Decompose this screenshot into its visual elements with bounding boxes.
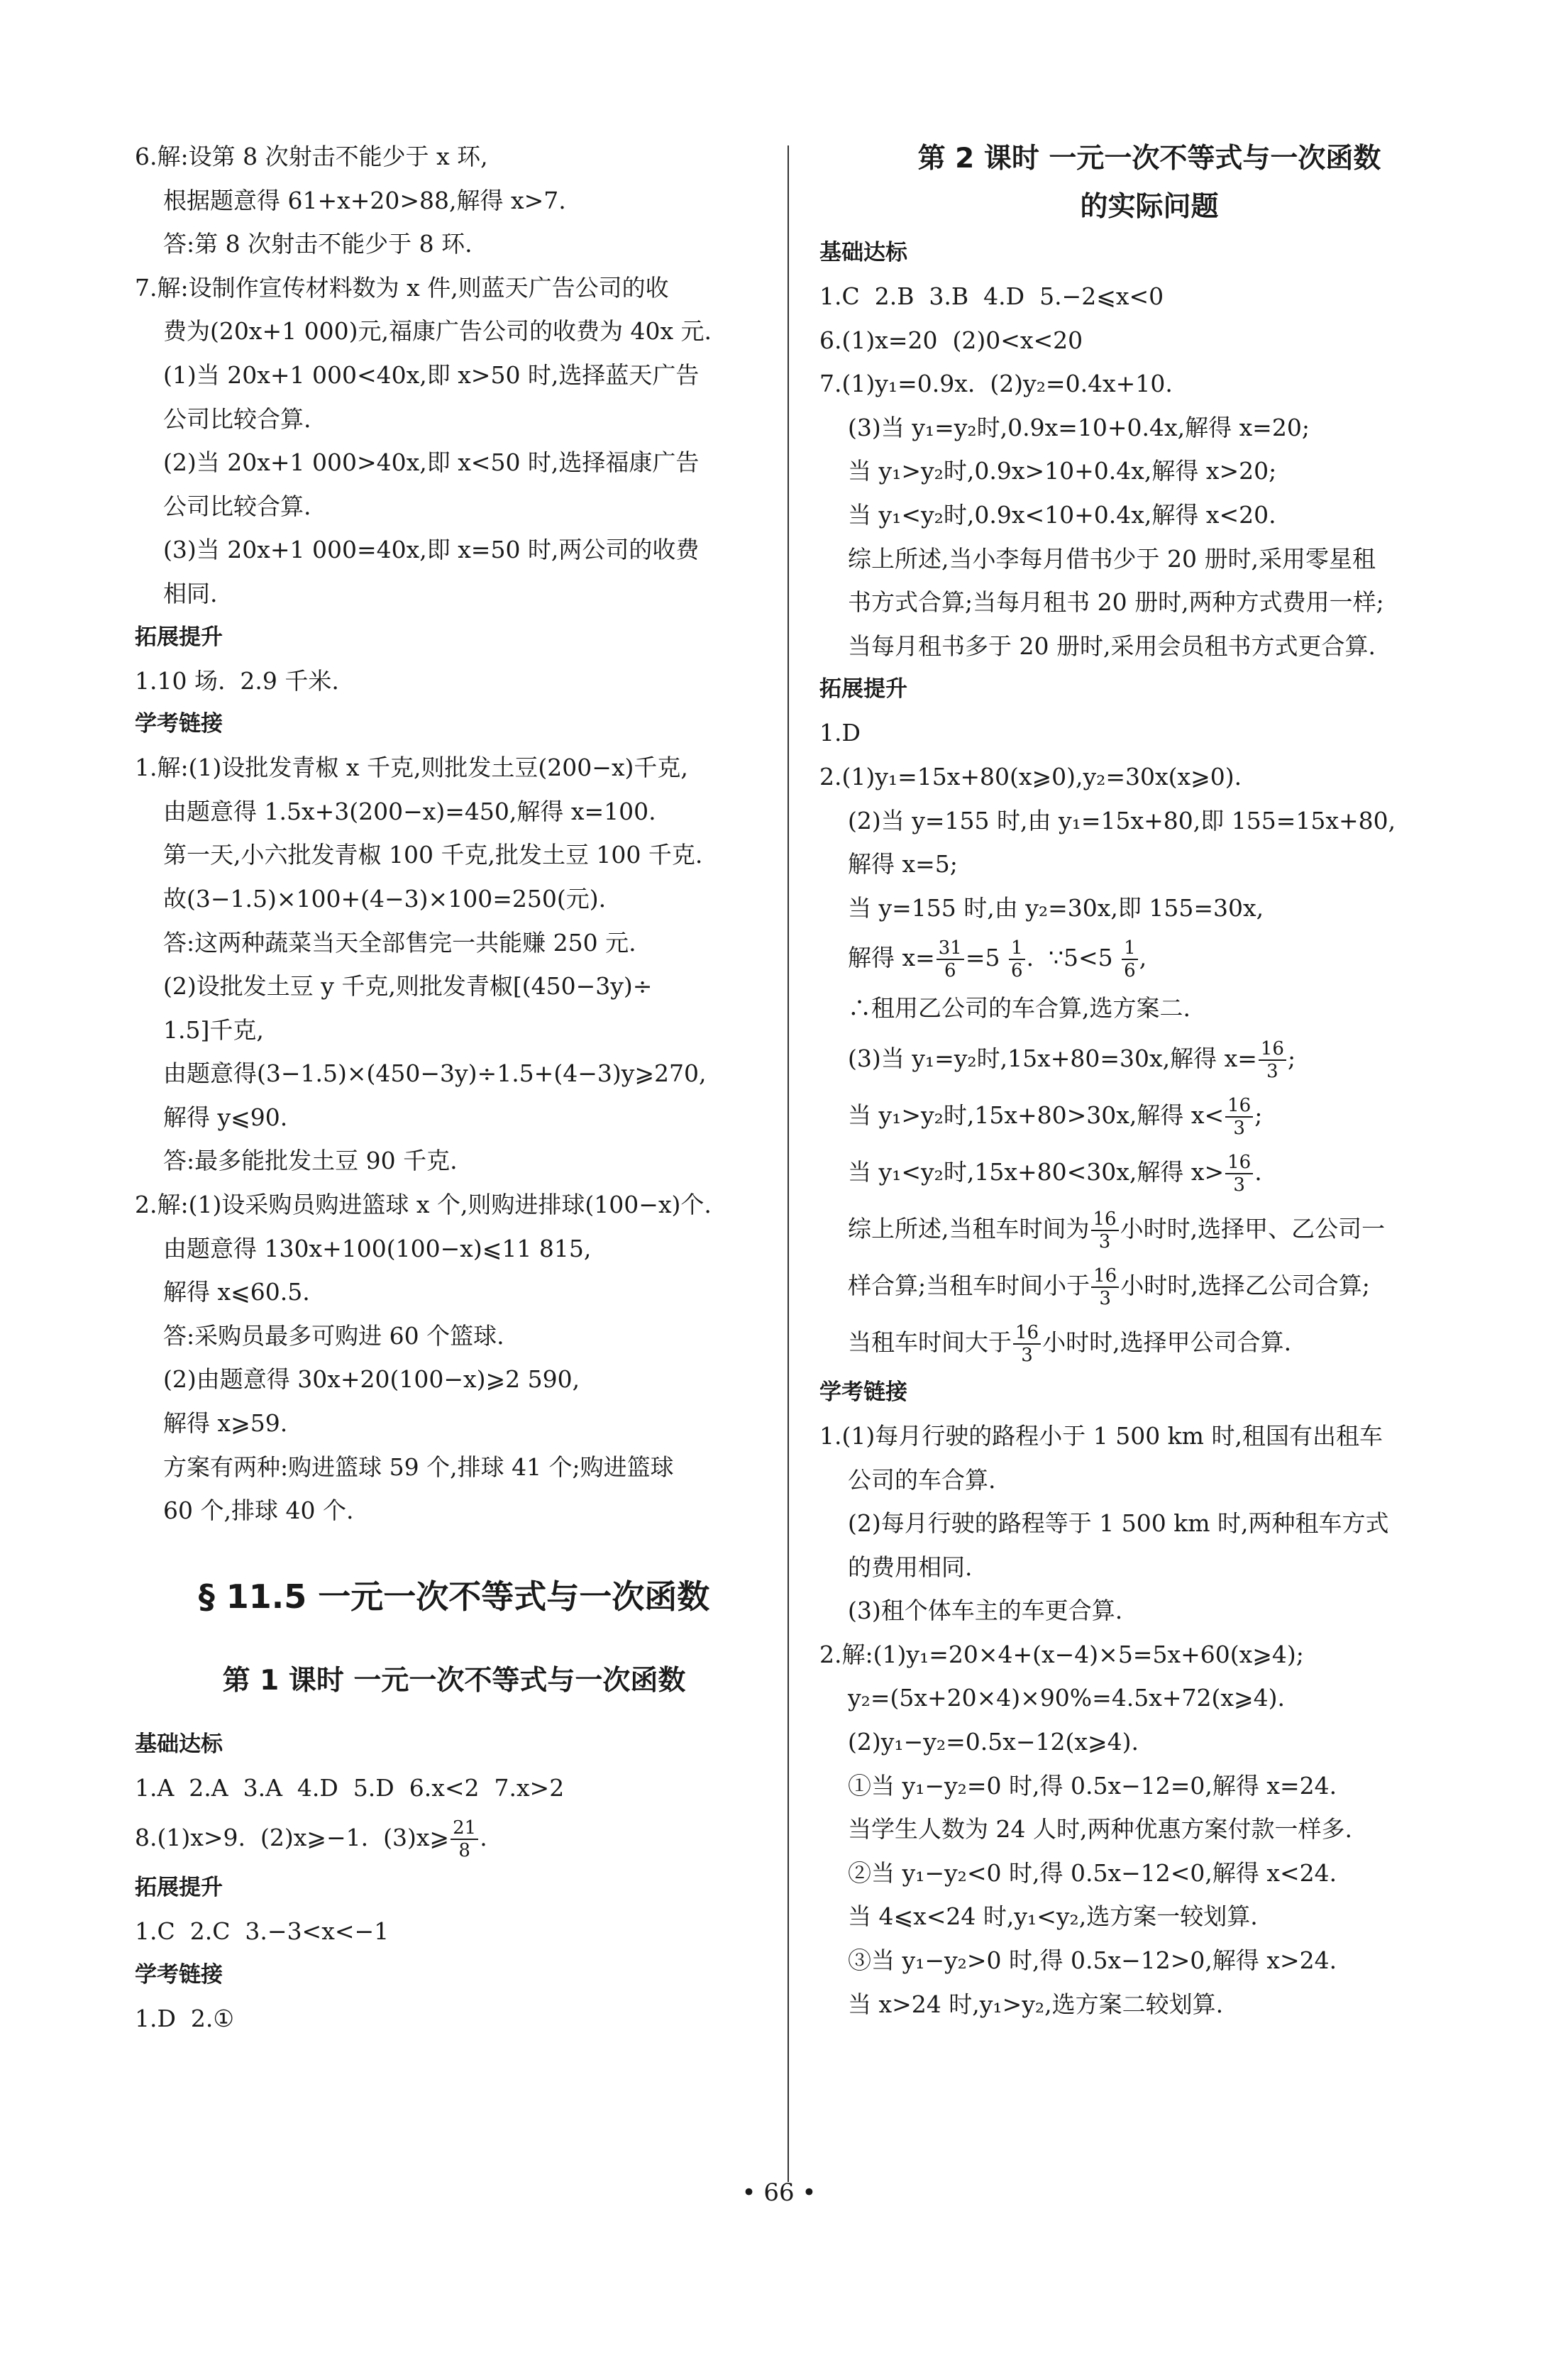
text-line: (2)设批发土豆 y 千克,则批发青椒[(450−3y)÷ — [163, 972, 653, 1001]
text-line: 1.D 2.① — [135, 2005, 234, 2032]
heading-xuekao: 学考链接 — [135, 1962, 223, 1988]
heading-tuozhan: 拓展提升 — [135, 624, 223, 650]
fraction — [1259, 1038, 1286, 1082]
text-line: 当学生人数为 24 人时,两种优惠方案付款一样多. — [848, 1815, 1352, 1844]
text-line: 答:采购员最多可购进 60 个篮球. — [163, 1321, 504, 1350]
text-line: 6.解:设第 8 次射击不能少于 x 环, — [135, 143, 488, 170]
numerator: 21 — [451, 1817, 478, 1840]
denominator: 3 — [1233, 1117, 1245, 1139]
denominator: 6 — [944, 960, 956, 982]
text-line: y₂=(5x+20×4)×90%=4.5x+72(x⩾4). — [848, 1684, 1286, 1712]
text-line: 1.C 2.B 3.B 4.D 5.−2⩽x<0 — [819, 282, 1164, 310]
denominator: 3 — [1098, 1230, 1111, 1252]
fraction — [1013, 1322, 1041, 1366]
text-line: 根据题意得 61+x+20>88,解得 x>7. — [163, 186, 566, 214]
heading-tuozhan: 拓展提升 — [819, 676, 907, 703]
text-line-with-fraction — [819, 1030, 1479, 1087]
text-line: ①当 y₁−y₂=0 时,得 0.5x−12=0,解得 x=24. — [848, 1771, 1337, 1800]
text-line: 当 4⩽x<24 时,y₁<y₂,选方案一较划算. — [848, 1902, 1258, 1931]
numerator: 31 — [937, 937, 964, 960]
fraction — [1122, 937, 1138, 981]
text-line: ∴租用乙公司的车合算,选方案二. — [848, 994, 1190, 1023]
denominator: 3 — [1233, 1174, 1245, 1196]
text-line: 答:这两种蔬菜当天全部售完一共能赚 250 元. — [163, 928, 636, 957]
text-line: 综上所述,当小李每月借书少于 20 册时,采用零星租 — [848, 544, 1376, 573]
text-line: (2)当 20x+1 000>40x,即 x<50 时,选择福康广告 — [163, 448, 700, 477]
text-line: 解得 x⩽60.5. — [163, 1278, 310, 1306]
text-line: 公司比较合算. — [163, 404, 311, 433]
text-line-with-fraction — [819, 1257, 1479, 1314]
denominator: 6 — [1011, 960, 1023, 982]
heading-xuekao: 学考链接 — [819, 1379, 907, 1405]
text-span: 小时时,选择乙公司合算; — [1120, 1271, 1370, 1299]
text-line: 的费用相同. — [848, 1553, 973, 1581]
text-line: 当 x>24 时,y₁>y₂,选方案二较划算. — [848, 1990, 1224, 2018]
text-line-with-fraction — [819, 1144, 1479, 1201]
lesson-2-title-line-1: 第 2 课时 一元一次不等式与一次函数 — [917, 143, 1381, 175]
text-line-with-fraction — [819, 1087, 1479, 1144]
text-line: 1.(1)每月行驶的路程小于 1 500 km 时,租国有出租车 — [819, 1421, 1383, 1450]
text-line-with-fraction — [819, 930, 1479, 986]
heading-tuozhan: 拓展提升 — [135, 1875, 223, 1901]
text-line: (2)当 y=155 时,由 y₁=15x+80,即 155=15x+80, — [848, 806, 1396, 834]
lesson-2-title-line-2: 的实际问题 — [1080, 191, 1219, 223]
denominator: 8 — [458, 1840, 470, 1862]
xuekao-answer-2 — [135, 1183, 773, 1533]
denominator: 3 — [1021, 1344, 1033, 1366]
spacer — [135, 1533, 773, 1554]
fraction — [1225, 1152, 1253, 1196]
text-line: 2.解:(1)y₁=20×4+(x−4)×5=5x+60(x⩾4); — [819, 1640, 1304, 1668]
text-line: 2.(1)y₁=15x+80(x⩾0),y₂=30x(x⩾0). — [819, 762, 1242, 790]
text-line: 由题意得(3−1.5)×(450−3y)÷1.5+(4−3)y⩾270, — [163, 1059, 707, 1088]
heading-xuekao: 学考链接 — [135, 711, 223, 737]
denominator: 3 — [1099, 1287, 1111, 1309]
numerator: 1 — [1009, 937, 1025, 960]
text-line: (2)由题意得 30x+20(100−x)⩾2 590, — [163, 1365, 580, 1394]
numerator: 16 — [1225, 1095, 1253, 1118]
text-span: 当租车时间大于 — [848, 1328, 1012, 1356]
heading-jichu: 基础达标 — [819, 240, 907, 265]
text-line: (1)当 20x+1 000<40x,即 x>50 时,选择蓝天广告 — [163, 360, 700, 389]
text-line-with-fraction — [819, 1201, 1479, 1257]
text-line: 答:最多能批发土豆 90 千克. — [163, 1147, 458, 1175]
text-line: 7.(1)y₁=0.9x. (2)y₂=0.4x+10. — [819, 370, 1173, 398]
text-line: ③当 y₁−y₂>0 时,得 0.5x−12>0,解得 x>24. — [848, 1946, 1337, 1975]
text-line: 1.A 2.A 3.A 4.D 5.D 6.x<2 7.x>2 — [135, 1773, 565, 1802]
right-column — [819, 135, 1479, 2026]
text-line: 故(3−1.5)×100+(4−3)×100=250(元). — [163, 884, 607, 913]
text-line: 书方式合算;当每月租书 20 册时,两种方式费用一样; — [848, 588, 1384, 617]
page-number: • 66 • — [741, 2178, 817, 2207]
text-line: 1.5]千克, — [163, 1015, 264, 1044]
text-line: 由题意得 1.5x+3(200−x)=450,解得 x=100. — [163, 797, 656, 825]
tuozhan-answer-2 — [819, 755, 1479, 1371]
text-span: 综上所述,当租车时间为 — [848, 1214, 1090, 1243]
fraction — [1091, 1208, 1119, 1252]
text-line: 解得 y⩽90. — [163, 1103, 288, 1131]
text-line: 1.10 场. 2.9 千米. — [135, 666, 339, 695]
text-line: 答:第 8 次射击不能少于 8 环. — [163, 230, 473, 258]
text-line: 解得 x=5; — [848, 850, 958, 878]
denominator: 3 — [1266, 1060, 1278, 1082]
text-line: 公司比较合算. — [163, 492, 311, 520]
text-line: 相同. — [163, 579, 218, 607]
heading-jichu: 基础达标 — [135, 1731, 223, 1757]
text-span: , — [1139, 944, 1147, 972]
denominator: 6 — [1124, 960, 1136, 982]
text-line-with-fraction: 8.(1)x>9. (2)x⩾−1. (3)x⩾ $\frac{21}{8}$ . — [135, 1817, 487, 1862]
fraction — [1009, 937, 1025, 981]
text-span: 当 y₁<y₂时,15x+80<30x,解得 x> — [848, 1157, 1225, 1186]
text-span: . — [1254, 1157, 1262, 1186]
text-line: 7.解:设制作宣传材料数为 x 件,则蓝天广告公司的收 — [135, 273, 669, 302]
text-line: (2)y₁−y₂=0.5x−12(x⩾4). — [848, 1728, 1139, 1756]
answer-7 — [135, 266, 773, 616]
numerator: 16 — [1225, 1152, 1253, 1174]
text-span: 样合算;当租车时间小于 — [848, 1271, 1090, 1299]
numerator: 16 — [1091, 1265, 1119, 1288]
text-line: 当 y₁>y₂时,0.9x>10+0.4x,解得 x>20; — [848, 457, 1277, 485]
section-title: § 11.5 一元一次不等式与一次函数 — [198, 1577, 710, 1616]
xuekao-answer-1 — [135, 746, 773, 1183]
text-span: . ∵5<5 — [1026, 944, 1113, 972]
text-line: 当 y=155 时,由 y₂=30x,即 155=30x, — [848, 893, 1264, 922]
numerator: 16 — [1091, 1208, 1119, 1231]
fraction — [1225, 1095, 1253, 1139]
text-span: ; — [1287, 1044, 1296, 1072]
text-line: (2)每月行驶的路程等于 1 500 km 时,两种租车方式 — [848, 1509, 1389, 1538]
text-span: 解得 x= — [848, 944, 935, 972]
text-line: 方案有两种:购进篮球 59 个,排球 41 个;购进篮球 — [163, 1453, 674, 1481]
numerator: 16 — [1259, 1038, 1286, 1061]
xuekao-answer-2 — [819, 1633, 1479, 2026]
text-line: (3)当 y₁=y₂时,0.9x=10+0.4x,解得 x=20; — [848, 413, 1310, 441]
text-line: 公司的车合算. — [848, 1465, 996, 1494]
text-line: 第一天,小六批发青椒 100 千克,批发土豆 100 千克. — [163, 841, 703, 869]
text-span: ; — [1254, 1101, 1263, 1129]
fraction — [937, 937, 964, 981]
text-span: 小时时,选择甲、乙公司一 — [1120, 1214, 1386, 1243]
text-line: (3)当 20x+1 000=40x,即 x=50 时,两公司的收费 — [163, 536, 700, 564]
text-line: (3)租个体车主的车更合算. — [848, 1597, 1123, 1625]
text-line: 当 y₁<y₂时,0.9x<10+0.4x,解得 x<20. — [848, 500, 1276, 529]
lesson-1-title: 第 1 课时 一元一次不等式与一次函数 — [222, 1664, 686, 1697]
text-line: 2.解:(1)设采购员购进篮球 x 个,则购进排球(100−x)个. — [135, 1191, 712, 1219]
left-column — [135, 135, 773, 2041]
numerator: 16 — [1013, 1322, 1041, 1345]
text-span: (3)当 y₁=y₂时,15x+80=30x,解得 x= — [848, 1044, 1257, 1072]
text-line: 6.(1)x=20 (2)0<x<20 — [819, 326, 1083, 354]
xuekao-answer-1 — [819, 1414, 1479, 1633]
fraction — [451, 1817, 478, 1861]
text-span: 小时时,选择甲公司合算. — [1042, 1328, 1292, 1356]
text-line: 解得 x⩾59. — [163, 1409, 288, 1438]
fraction — [1091, 1265, 1119, 1309]
column-divider — [788, 145, 789, 2182]
text-span: =5 — [965, 944, 1000, 972]
text-line: 1.D — [819, 719, 861, 747]
text-line: 由题意得 130x+100(100−x)⩽11 815, — [163, 1234, 592, 1262]
numerator: 1 — [1122, 937, 1138, 960]
answer-6 — [135, 135, 773, 266]
text-span: 8.(1)x>9. (2)x⩾−1. (3)x⩾ — [135, 1824, 450, 1852]
text-line: 当每月租书多于 20 册时,采用会员租书方式更合算. — [848, 632, 1376, 660]
text-span: 当 y₁>y₂时,15x+80>30x,解得 x< — [848, 1101, 1225, 1129]
text-line: ②当 y₁−y₂<0 时,得 0.5x−12<0,解得 x<24. — [848, 1858, 1337, 1887]
text-line: 1.解:(1)设批发青椒 x 千克,则批发土豆(200−x)千克, — [135, 754, 688, 782]
text-line: 60 个,排球 40 个. — [163, 1497, 354, 1525]
text-line-with-fraction — [819, 1314, 1479, 1371]
jichu-answers — [819, 275, 1479, 668]
text-line: 费为(20x+1 000)元,福康广告公司的收费为 40x 元. — [163, 317, 712, 346]
text-line: 1.C 2.C 3.−3<x<−1 — [135, 1917, 390, 1946]
